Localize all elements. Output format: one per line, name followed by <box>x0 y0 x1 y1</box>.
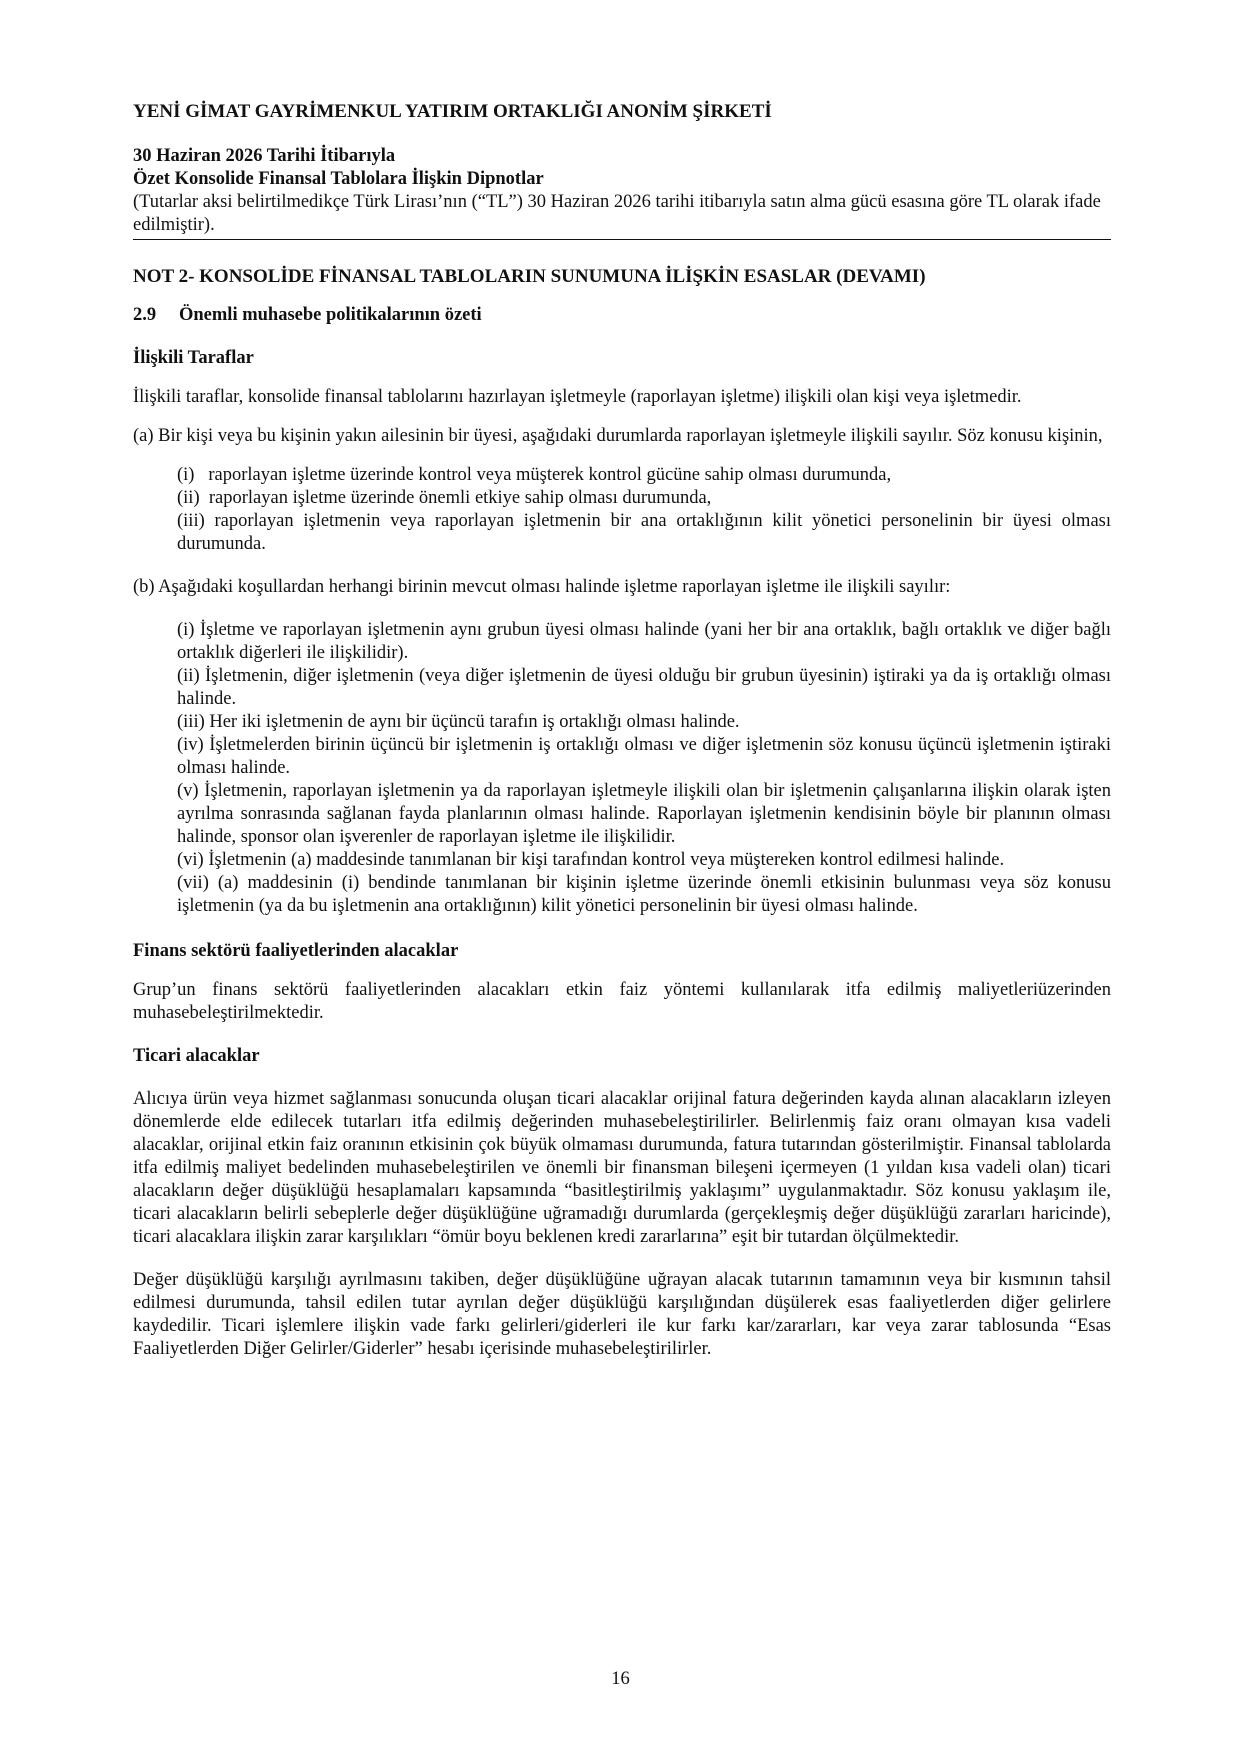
finance-receivables-text: Grup’un finans sektörü faaliyetlerinden alacakları etkin faiz yöntemi kullanılarak itfa edilmiş maliyetleriüzerinden muhasebeleştirilmektedir. <box>133 980 1111 1023</box>
trade-receivables-heading: Ticari alacaklar <box>133 1046 260 1066</box>
list-item: (ii) İşletmenin, diğer işletmenin (veya diğer işletmenin de üyesi olduğu bir grubun üyesinin) iştiraki ya da iş ortaklığı olması halinde. <box>177 666 1111 709</box>
list-item: (v) İşletmenin, raporlayan işletmenin ya da raporlayan işletmeyle ilişkili olan bir işletmenin çalışanlarına ilişkin olarak işten ayrılma sonrasında sağlanan fayda planlarının olması halinde. Raporlayan işletmenin kendisinin böyle bir planının olması halinde, sponsor olan işverenler de raporlayan işletme ile ilişkilidir. <box>177 781 1111 847</box>
related-parties-heading: İlişkili Taraflar <box>133 348 254 368</box>
list-item: (vii) (a) maddesinin (i) bendinde tanımlanan bir kişinin işletme üzerinde önemli etkisinin bulunması veya söz konusu işletmenin (ya da bu işletmenin ana ortaklığının) kilit yönetici personelinin bir üyesi olması halinde. <box>177 873 1111 916</box>
list-item: (i) İşletme ve raporlayan işletmenin aynı grubun üyesi olması halinde (yani her bir ana ortaklık, bağlı ortaklık ve diğer bağlı ortaklık diğerleri ile ilişkilidir). <box>177 620 1111 663</box>
page-number: 16 <box>611 1669 630 1689</box>
list-item: (ii) raporlayan işletme üzerinde önemli etkiye sahip olması durumunda, <box>177 488 712 508</box>
list-item: (i) raporlayan işletme üzerinde kontrol veya müşterek kontrol gücüne sahip olması durumunda, <box>177 465 892 485</box>
report-title: Özet Konsolide Finansal Tablolara İlişkin Dipnotlar <box>133 169 544 189</box>
section-heading <box>133 304 1111 327</box>
list-item: (iv) İşletmelerden birinin üçüncü bir işletmenin iş ortaklığı olması ve diğer işletmenin söz konusu üçüncü işletmenin iştiraki olması halinde. <box>177 735 1111 778</box>
trade-receivables-para-2: Değer düşüklüğü karşılığı ayrılmasını takiben, değer düşüklüğüne uğrayan alacak tutarının tamamının veya bir kısmının tahsil edilmesi durumunda, tahsil edilen tutar ayrılan değer düşüklüğü karşılığından düşülerek esas faaliyetlerden diğer gelirlere kaydedilir. Ticari işlemlere ilişkin vade farkı gelirleri/giderleri ile kur farkı kar/zararları, kar veya zarar tablosunda “Esas Faaliyetlerden Diğer Gelirler/Giderler” hesabı içerisinde muhasebeleştirilirler. <box>133 1270 1111 1359</box>
report-date: 30 Haziran 2026 Tarihi İtibarıyla <box>133 146 396 166</box>
related-parties-intro: İlişkili taraflar, konsolide finansal tablolarını hazırlayan işletmeyle (raporlayan işletme) ilişkili olan kişi veya işletmedir. <box>133 387 1022 407</box>
trade-receivables-para-1: Alıcıya ürün veya hizmet sağlanması sonucunda oluşan ticari alacaklar orijinal fatura değerinden kayda alınan alacakların izleyen dönemlerde elde edilecek tutarları itfa edilmiş değerinden muhasebeleştirilirler. Belirlenmiş faiz oranı olmayan kısa vadeli alacaklar, orijinal etkin faiz oranının etkisinin çok büyük olmaması durumunda, fatura tutarından gösterilmiştir. Finansal tablolarda itfa edilmiş maliyet bedelinden muhasebeleştirilen ve önemli bir finansman bileşeni içermeyen (1 yıldan kısa vadeli olan) ticari alacakların değer düşüklüğü hesaplamaları kapsamında “basitleştirilmiş yaklaşımı” uygulanmaktadır. Söz konusu yaklaşım ile, ticari alacakların belirli sebeplerle değer düşüklüğüne uğramadığı durumlarda (gerçekleşmiş değer düşüklüğü zararları haricinde), ticari alacaklara ilişkin zarar karşılıkları “ömür boyu beklenen kredi zararlarına” eşit bir tutardan ölçülmektedir. <box>133 1089 1111 1247</box>
list-item: (iii) Her iki işletmenin de aynı bir üçüncü tarafın iş ortaklığı olması halinde. <box>177 712 740 732</box>
related-parties-a-list <box>177 464 1111 556</box>
company-name: YENİ GİMAT GAYRİMENKUL YATIRIM ORTAKLIĞI ANONİM ŞİRKETİ <box>133 101 772 122</box>
finance-receivables-heading: Finans sektörü faaliyetlerinden alacaklar <box>133 941 459 961</box>
page-content <box>133 100 1111 1361</box>
currency-note: (Tutarlar aksi belirtilmedikçe Türk Lirası’nın (“TL”) 30 Haziran 2026 tarihi itibarıyla satın alma gücü esasına göre TL olarak ifade edilmiştir). <box>133 192 1101 235</box>
list-item: (iii) raporlayan işletmenin veya raporlayan işletmenin bir ana ortaklığının kilit yönetici personelinin bir üyesi olması durumunda. <box>177 511 1111 554</box>
section-number: 2.9 <box>133 305 157 325</box>
section-title: Önemli muhasebe politikalarının özeti <box>179 305 482 325</box>
related-parties-a-intro: (a) Bir kişi veya bu kişinin yakın ailesinin bir üyesi, aşağıdaki durumlarda raporlayan işletmeyle ilişkili sayılır. Söz konusu kişinin, <box>133 426 1103 446</box>
list-item: (vi) İşletmenin (a) maddesinde tanımlanan bir kişi tarafından kontrol veya müştereken kontrol edilmesi halinde. <box>177 850 1005 870</box>
header-divider <box>133 239 1111 240</box>
related-parties-b-list <box>177 619 1111 918</box>
note-title: NOT 2- KONSOLİDE FİNANSAL TABLOLARIN SUNUMUNA İLİŞKİN ESASLAR (DEVAMI) <box>133 266 926 287</box>
related-parties-b-intro: (b) Aşağıdaki koşullardan herhangi birinin mevcut olması halinde işletme raporlayan işletme ile ilişkili sayılır: <box>133 577 951 597</box>
